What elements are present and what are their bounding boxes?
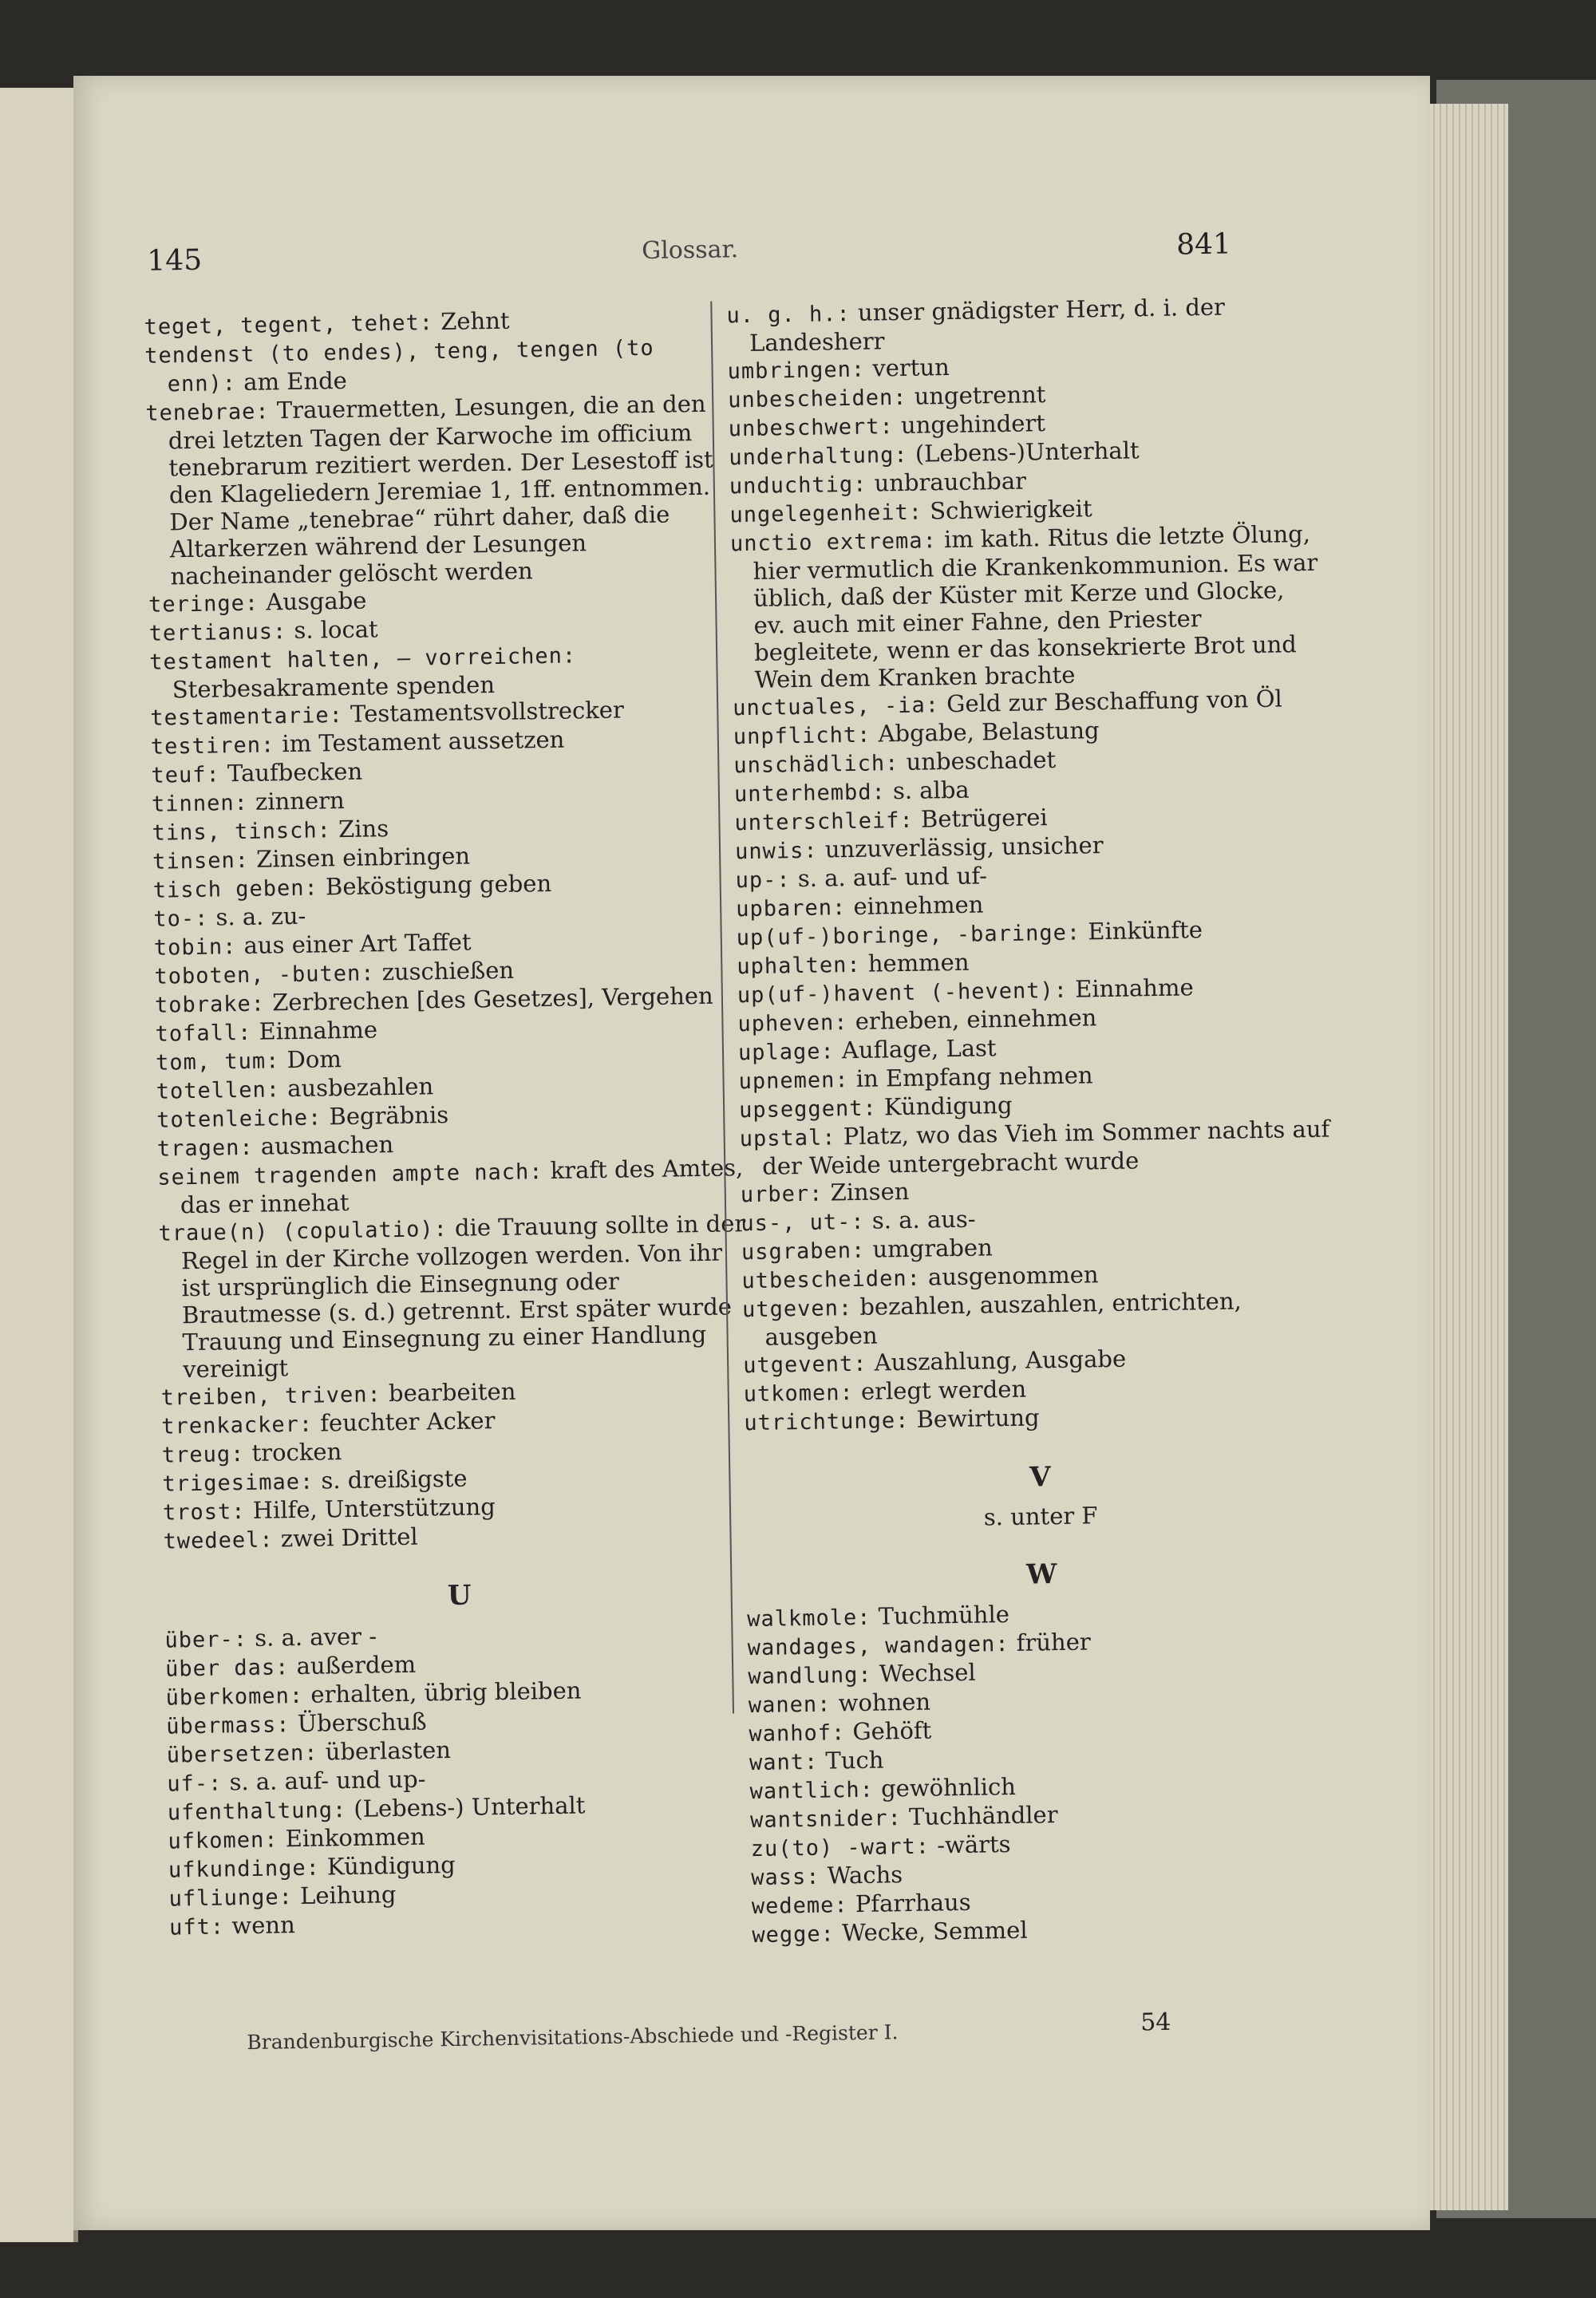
entry-definition: Zinsen einbringen: [255, 842, 471, 873]
entry-definition: Einnahme: [1074, 973, 1194, 1003]
glossary-entry: [742, 1286, 1333, 1352]
entry-term: über-:: [164, 1627, 248, 1653]
entry-term: wantlich:: [749, 1777, 875, 1805]
entry-definition: (Lebens-) Unterhalt: [354, 1791, 586, 1822]
entry-term: utkomen:: [743, 1380, 855, 1408]
running-title: Glossar.: [641, 235, 739, 266]
entry-term: u. g. h.:: [726, 301, 851, 329]
entry-term: teget, tegent, tehet:: [144, 310, 434, 340]
entry-term: wandlung:: [748, 1662, 872, 1690]
footer-title: Brandenburgische Kirchenvisitations-Abschiede und -Register I.: [247, 2020, 899, 2055]
entry-term: ungelegenheit:: [729, 499, 923, 528]
entry-definition: wenn: [231, 1911, 295, 1940]
entry-definition: Tuch: [825, 1746, 884, 1775]
entry-term: wegge:: [752, 1921, 836, 1949]
entry-definition: Zerbrechen [des Gesetzes], Vergehen: [271, 981, 713, 1017]
entry-definition: im Testament aussetzen: [282, 725, 565, 758]
glossary-list-u: [164, 1617, 760, 1942]
glossary-list-w: [747, 1596, 1343, 1950]
right-column: [710, 292, 1339, 1949]
entry-term: traue(n) (copulatio):: [158, 1217, 448, 1246]
entry-term: twedeel:: [163, 1527, 274, 1554]
entry-term: ufliunge:: [168, 1885, 294, 1912]
entry-definition: s. a. auf- und up-: [229, 1765, 426, 1796]
section-heading-w: W: [1025, 1558, 1057, 1591]
entry-definition: Platz, wo das Vieh im Sommer nachts auf der Weide untergebracht wurde: [761, 1115, 1330, 1180]
entry-definition: s. a. aus-: [871, 1205, 976, 1234]
entry-term: utgevent:: [742, 1351, 867, 1379]
entry-definition: Taufbecken: [227, 757, 363, 788]
entry-term: unbescheiden:: [727, 385, 907, 413]
entry-definition: s. alba: [892, 776, 970, 805]
entry-definition: Tuchmühle: [878, 1601, 1010, 1630]
entry-term: wandages, wandagen:: [747, 1632, 1009, 1661]
entry-term: tobrake:: [154, 991, 266, 1018]
entry-definition: ungehindert: [900, 409, 1046, 439]
entry-definition: Wechsel: [879, 1658, 976, 1688]
entry-term: trost:: [162, 1499, 246, 1526]
entry-definition: Auszahlung, Ausgabe: [874, 1344, 1127, 1376]
entry-definition: Schwierigkeit: [929, 495, 1092, 525]
entry-term: tisch geben:: [152, 875, 319, 903]
entry-term: to-:: [153, 906, 209, 932]
entry-term: unduchtig:: [729, 472, 867, 499]
entry-definition: Hilfe, Unterstützung: [252, 1493, 496, 1524]
entry-definition: (Lebens-)Unterhalt: [915, 436, 1140, 468]
entry-term: upheven:: [737, 1010, 848, 1037]
entry-definition: hemmen: [867, 948, 970, 977]
entry-definition: s. locat: [294, 615, 378, 644]
entry-term: wanhof:: [749, 1720, 846, 1747]
page-number-left: 145: [147, 243, 203, 278]
entry-term: utbescheiden:: [741, 1265, 922, 1294]
entry-definition: s. a. aver -: [254, 1622, 377, 1652]
entry-definition: Abgabe, Belastung: [878, 717, 1100, 748]
section-v-reference: s. unter F: [983, 1502, 1098, 1531]
entry-term: urber:: [740, 1181, 824, 1208]
entry-term: uf-:: [167, 1771, 223, 1797]
entry-term: unctio extrema:: [729, 528, 938, 557]
entry-definition: Überschuß: [297, 1708, 427, 1738]
entry-term: wass:: [751, 1864, 820, 1891]
entry-term: ufenthaltung:: [167, 1798, 347, 1826]
glossary-entry: [739, 1115, 1330, 1181]
entry-term: unterhembd:: [733, 780, 886, 807]
entry-definition: einnehmen: [853, 890, 984, 920]
entry-definition: bezahlen, auszahlen, entrichten, ausgeben: [764, 1287, 1242, 1351]
entry-definition: feuchter Acker: [320, 1407, 496, 1437]
entry-term: tragen:: [156, 1135, 254, 1162]
entry-definition: vertun: [872, 353, 950, 382]
entry-term: trigesimae:: [162, 1469, 314, 1497]
entry-term: ufkomen:: [168, 1827, 279, 1854]
glossary-list-t: [144, 303, 753, 1555]
glossary-entry: [726, 292, 1317, 357]
entry-term: up-:: [735, 867, 791, 894]
entry-term: up(uf-)havent (-hevent):: [737, 977, 1069, 1009]
entry-definition: Trauermetten, Lesungen, die an den drei letzten Tagen der Karwoche im officium tenebrarum rezitiert werden. Der Lesestoff ist den Klageliedern Jeremiae 1, 1ff. entnommen. Der Name „tenebrae“ rührt daher, daß die Altarkerzen während der Lesungen nacheinander gelöscht werden: [168, 389, 713, 590]
entry-term: treiben, triven:: [160, 1382, 382, 1411]
entry-term: testiren:: [150, 732, 275, 760]
entry-term: underhaltung:: [729, 442, 908, 471]
entry-term: tobin:: [153, 934, 237, 961]
entry-term: totellen:: [156, 1077, 281, 1104]
entry-definition: überlasten: [325, 1736, 452, 1766]
entry-term: unwis:: [734, 838, 818, 865]
glossary-entry: [730, 520, 1323, 694]
entry-definition: die Trauung sollte in der Regel in der Kirche vollzogen werden. Von ihr ist ursprünglich die Einsegnung oder Brautmesse (s. d.) getrennt. Erst später wurde Trauung und Einsegnung zu einer Handlung vereinigt: [180, 1210, 746, 1384]
entry-term: treug:: [161, 1442, 245, 1468]
entry-term: us-, ut-:: [741, 1209, 865, 1237]
entry-term: teringe:: [148, 590, 259, 618]
entry-definition: ungetrennt: [914, 381, 1046, 410]
entry-definition: erhalten, übrig bleiben: [310, 1676, 582, 1708]
entry-term: tinsen:: [152, 847, 250, 875]
entry-term: tendenst (to endes), teng, tengen (to enn):: [144, 335, 654, 397]
glossary-list-u-cont: [726, 292, 1334, 1437]
entry-term: unschädlich:: [733, 751, 899, 779]
entry-term: tom, tum:: [155, 1048, 280, 1076]
entry-definition: Einkommen: [285, 1822, 425, 1853]
entry-term: seinem tragenden ampte nach:: [157, 1159, 543, 1190]
entry-definition: Ausgabe: [266, 586, 367, 616]
left-column: [144, 303, 760, 1941]
entry-term: up(uf-)boringe, -baringe:: [736, 920, 1081, 951]
signature-mark: 54: [1140, 2008, 1171, 2037]
entry-definition: Wachs: [827, 1861, 903, 1889]
entry-definition: s. a. zu-: [215, 902, 306, 931]
entry-term: wedeme:: [751, 1893, 848, 1920]
section-heading-u: U: [447, 1579, 472, 1613]
entry-definition: s. dreißigste: [321, 1464, 468, 1494]
entry-definition: Geld zur Beschaffung von Öl: [946, 685, 1282, 718]
entry-term: upnemen:: [738, 1068, 849, 1095]
entry-term: uplage:: [737, 1039, 836, 1066]
entry-term: totenleiche:: [156, 1105, 322, 1133]
glossary-entry: [144, 332, 736, 399]
entry-term: walkmole:: [746, 1605, 871, 1633]
entry-definition: Sterbesakramente spenden: [172, 670, 496, 704]
entry-term: ufkundinge:: [168, 1855, 321, 1883]
entry-term: utrichtunge:: [744, 1408, 910, 1436]
entry-term: upbaren:: [735, 895, 847, 922]
entry-definition: erheben, einnehmen: [855, 1004, 1097, 1035]
entry-definition: unbrauchbar: [874, 467, 1027, 497]
entry-definition: wohnen: [838, 1688, 931, 1717]
entry-term: unpflicht:: [733, 722, 871, 750]
section-heading-v: V: [1029, 1461, 1051, 1494]
entry-term: upseggent:: [738, 1096, 877, 1123]
entry-definition: Leihung: [299, 1881, 397, 1910]
entry-definition: Gehöft: [852, 1716, 932, 1746]
entry-term: über das:: [164, 1655, 290, 1682]
entry-term: überkomen:: [165, 1683, 304, 1711]
entry-term: übermass:: [165, 1712, 290, 1739]
entry-term: uft:: [168, 1914, 225, 1941]
glossary-entry: [158, 1210, 751, 1384]
entry-definition: Begräbnis: [329, 1100, 449, 1131]
glossary-entry: [145, 389, 739, 590]
entry-definition: -wärts: [936, 1830, 1011, 1859]
entry-definition: am Ende: [243, 366, 348, 396]
entry-definition: zinnern: [255, 786, 345, 815]
entry-definition: unser gnädigster Herr, d. i. der Landesherr: [749, 293, 1226, 357]
entry-definition: ausbezahlen: [286, 1072, 434, 1103]
entry-term: unbeschwert:: [728, 414, 895, 442]
entry-definition: unzuverlässig, unsicher: [824, 831, 1104, 863]
entry-definition: in Empfang nehmen: [855, 1061, 1093, 1092]
entry-definition: erlegt werden: [860, 1375, 1027, 1405]
entry-definition: Zins: [338, 815, 389, 843]
entry-term: teuf:: [151, 762, 220, 788]
entry-definition: bearbeiten: [388, 1377, 516, 1408]
entry-definition: umgraben: [872, 1234, 993, 1263]
entry-term: testament halten, — vorreichen:: [149, 643, 577, 675]
entry-term: unterschleif:: [734, 807, 915, 836]
entry-definition: gewöhnlich: [880, 1772, 1017, 1802]
page-content: [57, 65, 1447, 2241]
entry-definition: trocken: [251, 1438, 342, 1467]
entry-term: unctuales, -ia:: [733, 693, 940, 721]
entry-definition: außerdem: [296, 1650, 417, 1680]
entry-definition: Zinsen: [830, 1177, 910, 1206]
entry-definition: aus einer Art Taffet: [243, 928, 472, 959]
entry-definition: Betrügerei: [920, 804, 1048, 833]
entry-definition: Einkünfte: [1088, 916, 1203, 946]
entry-term: tenebrae:: [145, 399, 270, 426]
book-page: [73, 76, 1430, 2230]
glossary-entry: [149, 638, 741, 704]
entry-definition: Pfarrhaus: [855, 1888, 971, 1918]
entry-definition: s. a. auf- und uf-: [797, 862, 988, 893]
entry-definition: Zehnt: [440, 306, 510, 335]
entry-term: wantsnider:: [749, 1806, 903, 1834]
entry-term: wanen:: [748, 1692, 832, 1719]
entry-definition: kraft des Amtes, das er innehat: [180, 1154, 744, 1219]
entry-definition: Bewirtung: [916, 1404, 1040, 1433]
entry-definition: Beköstigung geben: [325, 869, 552, 901]
entry-definition: zwei Drittel: [280, 1522, 418, 1553]
entry-term: tinnen:: [151, 790, 249, 817]
entry-term: usgraben:: [741, 1238, 866, 1265]
entry-definition: Dom: [286, 1045, 342, 1074]
entry-definition: Kündigung: [883, 1091, 1013, 1121]
entry-definition: zuschießen: [381, 956, 515, 986]
entry-term: übersetzen:: [166, 1740, 318, 1768]
entry-definition: Tuchhändler: [908, 1801, 1058, 1831]
entry-term: zu(to) -wart:: [750, 1834, 930, 1862]
entry-definition: früher: [1016, 1628, 1092, 1656]
entry-term: testamentarie:: [150, 702, 344, 731]
entry-term: utgeven:: [741, 1296, 853, 1323]
entry-term: want:: [749, 1749, 819, 1776]
entry-term: toboten, -buten:: [154, 961, 375, 989]
entry-term: trenkacker:: [161, 1412, 314, 1439]
entry-term: upstal:: [739, 1125, 836, 1152]
entry-definition: ausmachen: [260, 1131, 394, 1160]
entry-definition: Testamentsvollstrecker: [350, 696, 625, 728]
entry-definition: Kündigung: [326, 1850, 456, 1881]
entry-term: tins, tinsch:: [152, 818, 332, 846]
page-number-right: 841: [1175, 227, 1232, 262]
entry-definition: im kath. Ritus die letzte Ölung, hier vermutlich die Krankenkommunion. Es war üblich, daß der Küster mit Kerze und Glocke, ev. auch mit einer Fahne, den Priester begleitete, wenn er das konsekrierte Brot und Wein dem Kranken brachte: [753, 519, 1318, 693]
entry-definition: unbeschadet: [906, 745, 1057, 776]
entry-term: tofall:: [155, 1020, 252, 1047]
entry-definition: ausgenommen: [927, 1261, 1099, 1291]
entry-definition: Auflage, Last: [841, 1034, 997, 1064]
entry-term: uphalten:: [737, 952, 861, 980]
entry-definition: Wecke, Semmel: [841, 1916, 1028, 1947]
glossary-entry: [157, 1154, 749, 1219]
entry-definition: Einnahme: [259, 1016, 378, 1045]
entry-term: umbringen:: [727, 357, 866, 385]
entry-term: tertianus:: [148, 619, 287, 646]
